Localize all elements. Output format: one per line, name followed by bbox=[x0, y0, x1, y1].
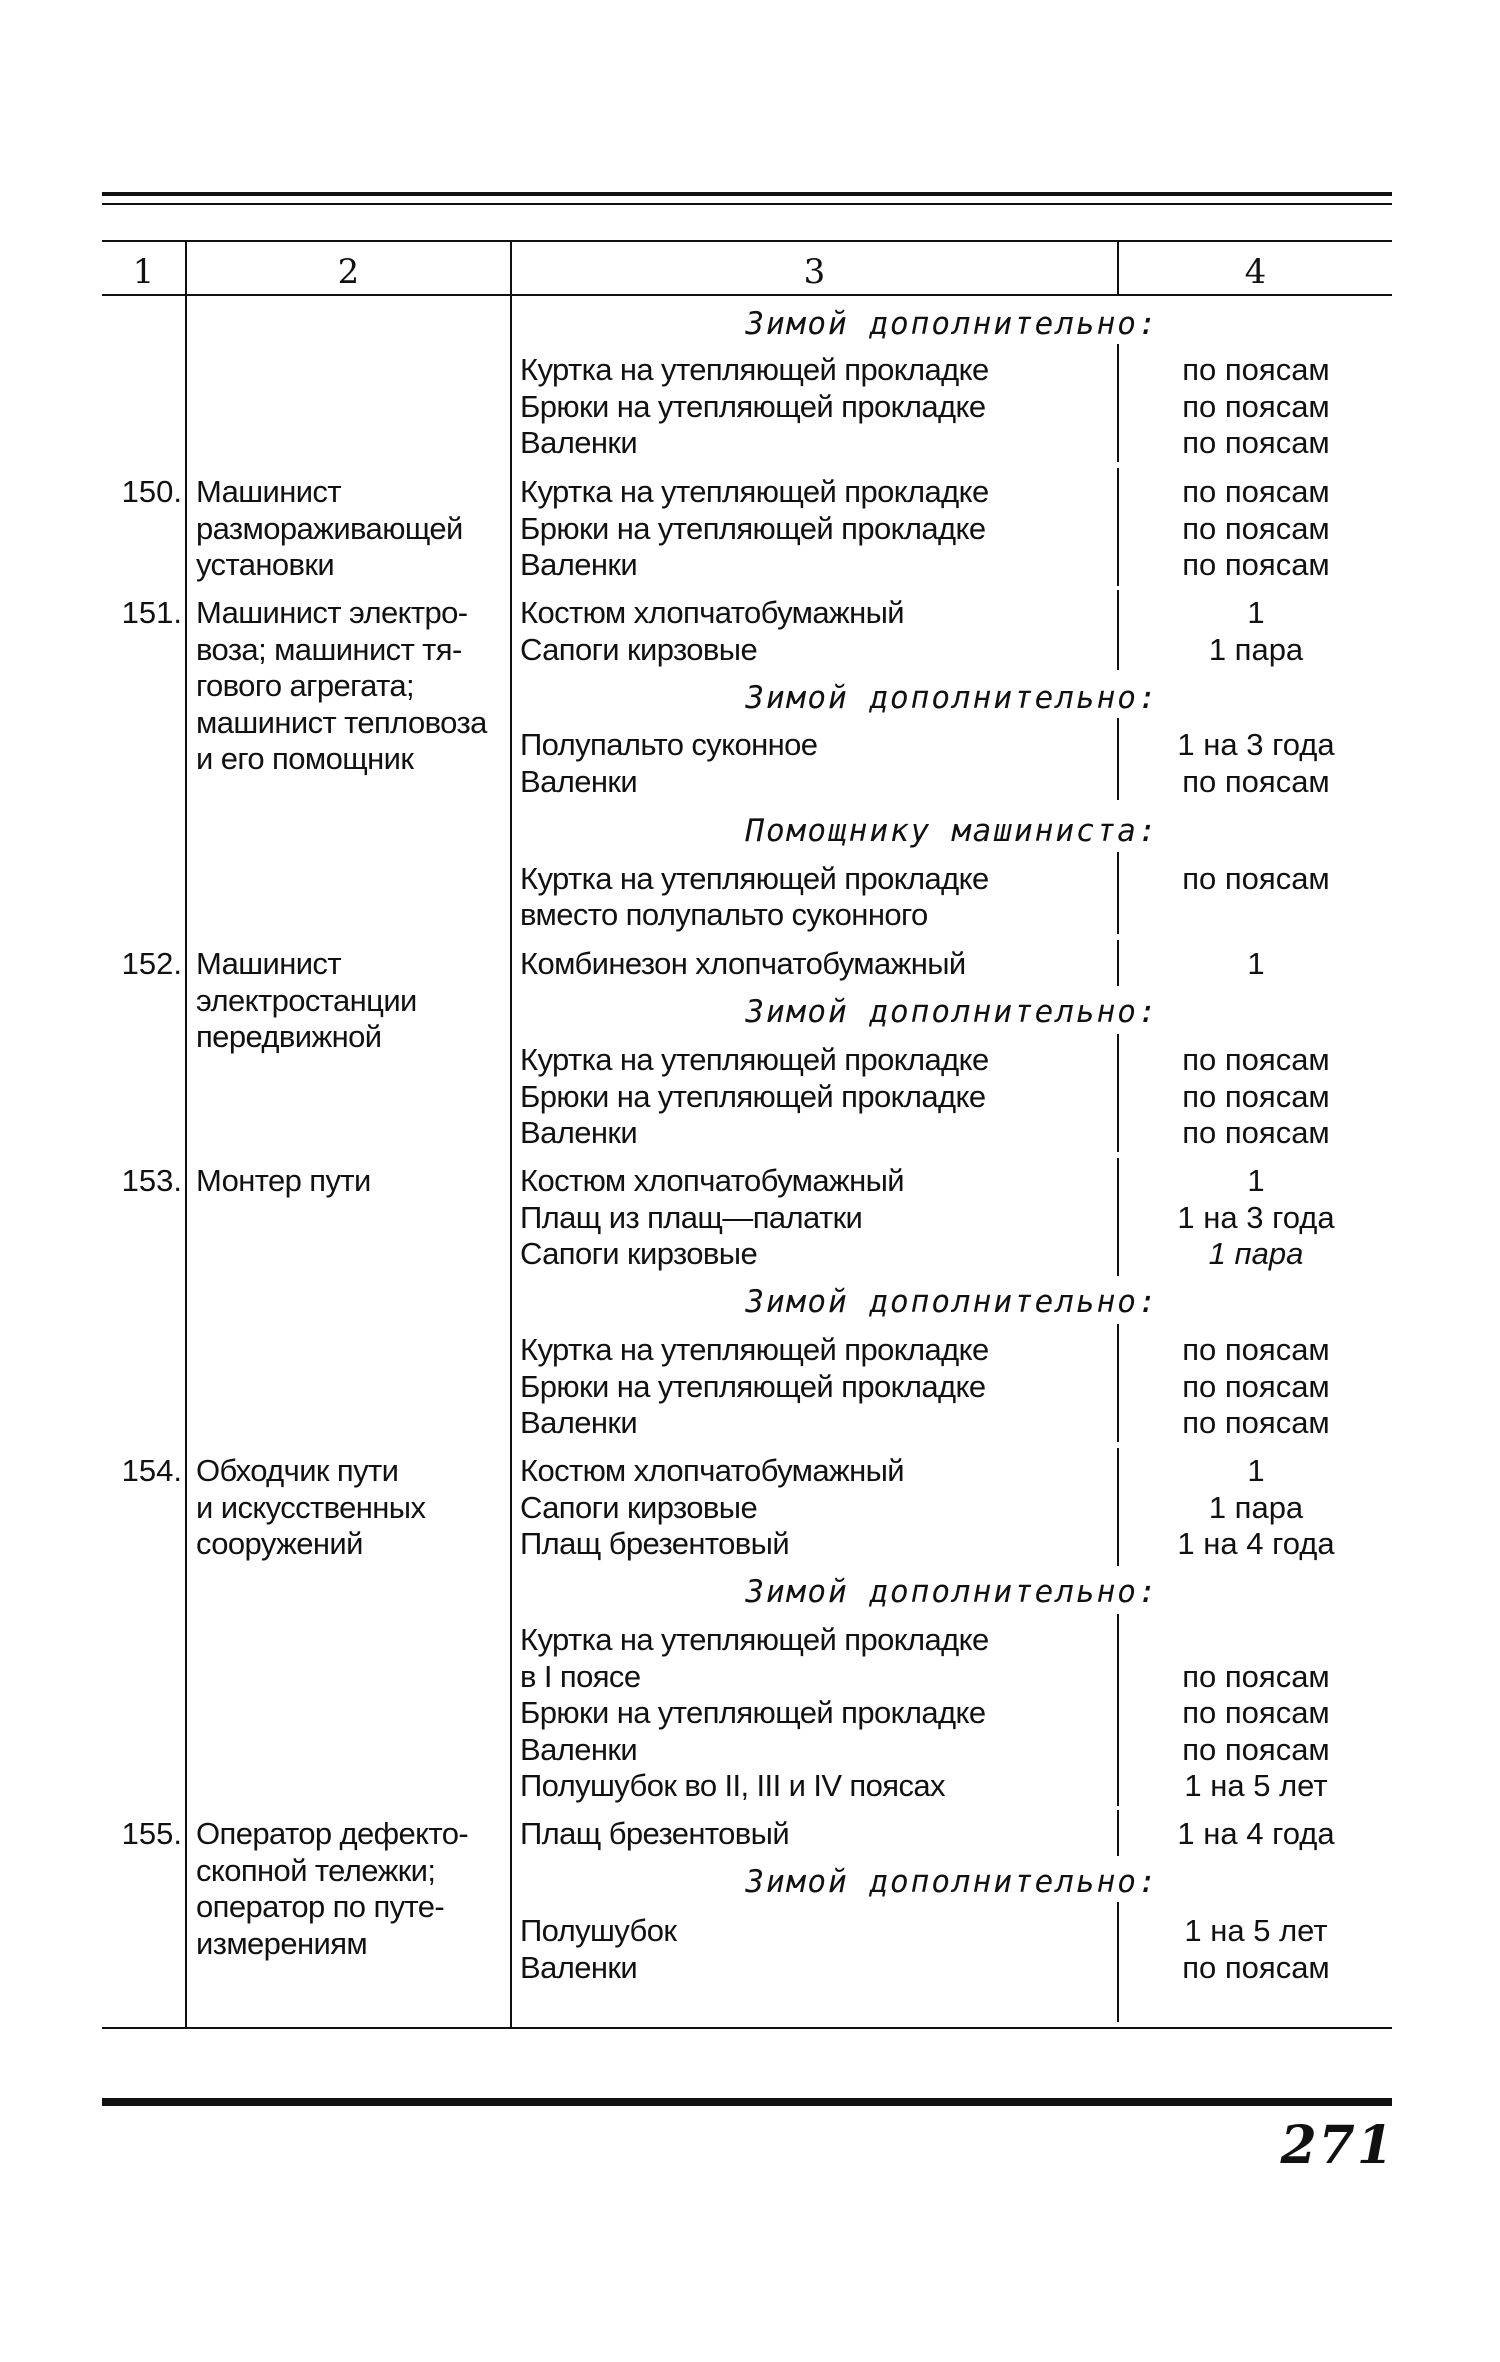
item-text: в I поясе bbox=[520, 1659, 641, 1694]
item-text: Костюм хлопчатобумажный bbox=[520, 595, 905, 630]
item-qty: по поясам bbox=[1182, 352, 1330, 387]
position-name: электростанции bbox=[196, 983, 417, 1018]
col-header-4: 4 bbox=[1244, 252, 1267, 292]
winter-note: Зимой дополнительно: bbox=[745, 1864, 1159, 1900]
item-text: Куртка на утепляющей прокладке bbox=[520, 861, 989, 896]
col-divider-3 bbox=[1117, 718, 1119, 800]
item-qty: 1 на 5 лет bbox=[1184, 1913, 1328, 1948]
item-text: Полупальто суконное bbox=[520, 727, 818, 762]
item-text: Брюки на утепляющей прокладке bbox=[520, 1079, 986, 1114]
col-divider-3 bbox=[1117, 1902, 1119, 2022]
top-rule-thick bbox=[102, 192, 1392, 196]
row-number: 155. bbox=[121, 1816, 182, 1851]
item-text: Сапоги кирзовые bbox=[520, 632, 758, 667]
position-name: Машинист электро- bbox=[196, 595, 468, 630]
row-number: 150. bbox=[121, 474, 182, 509]
item-text: Полушубок bbox=[520, 1913, 677, 1948]
item-text: Плащ из плащ—палатки bbox=[520, 1200, 863, 1235]
item-qty: 1 пара bbox=[1208, 632, 1304, 667]
item-qty: по поясам bbox=[1182, 1405, 1330, 1440]
item-qty: по поясам bbox=[1182, 1950, 1330, 1985]
col-header-3: 3 bbox=[803, 252, 826, 292]
item-qty: по поясам bbox=[1182, 389, 1330, 424]
col-divider-3 bbox=[1117, 1034, 1119, 1152]
item-text: Сапоги кирзовые bbox=[520, 1490, 758, 1525]
col-divider-3 bbox=[1117, 1614, 1119, 1806]
item-qty: по поясам bbox=[1182, 1042, 1330, 1077]
item-text: Куртка на утепляющей прокладке bbox=[520, 1042, 989, 1077]
position-name: воза; машинист тя- bbox=[196, 632, 462, 667]
col-divider-3 bbox=[1117, 1810, 1119, 1856]
assistant-note: Помощнику машиниста: bbox=[745, 813, 1159, 849]
item-qty: 1 пара bbox=[1208, 1490, 1304, 1525]
item-qty: 1 пара bbox=[1208, 1236, 1304, 1271]
position-name: оператор по путе- bbox=[196, 1889, 445, 1924]
col-divider-3 bbox=[1117, 344, 1119, 462]
item-text: вместо полупальто суконного bbox=[520, 897, 928, 932]
position-name: размораживающей bbox=[196, 511, 463, 546]
col-divider-3 bbox=[1117, 940, 1119, 986]
item-qty: по поясам bbox=[1182, 511, 1330, 546]
item-qty: по поясам bbox=[1182, 1079, 1330, 1114]
position-name: сооружений bbox=[196, 1526, 363, 1561]
item-qty: 1 bbox=[1247, 595, 1265, 630]
item-text: Брюки на утепляющей прокладке bbox=[520, 1695, 986, 1730]
position-name: измерениям bbox=[196, 1926, 368, 1961]
position-name: и искусственных bbox=[196, 1490, 426, 1525]
col-divider-3 bbox=[1117, 590, 1119, 670]
item-qty: 1 на 3 года bbox=[1177, 1200, 1335, 1235]
item-text: Костюм хлопчатобумажный bbox=[520, 1453, 905, 1488]
item-qty: 1 bbox=[1247, 1163, 1265, 1198]
item-qty: по поясам bbox=[1182, 1115, 1330, 1150]
col-divider-2 bbox=[510, 240, 512, 2029]
col-divider-3 bbox=[1117, 852, 1119, 934]
col-header-1: 1 bbox=[132, 252, 155, 292]
winter-note: Зимой дополнительно: bbox=[745, 306, 1159, 342]
item-text: Куртка на утепляющей прокладке bbox=[520, 1622, 989, 1657]
item-text: Валенки bbox=[520, 1732, 638, 1767]
item-qty: по поясам bbox=[1182, 425, 1330, 460]
item-text: Брюки на утепляющей прокладке bbox=[520, 389, 986, 424]
col-divider-3 bbox=[1117, 1158, 1119, 1276]
position-name: Оператор дефекто- bbox=[196, 1816, 469, 1851]
col-divider-3 bbox=[1117, 1448, 1119, 1566]
item-text: Валенки bbox=[520, 764, 638, 799]
item-text: Плащ брезентовый bbox=[520, 1526, 790, 1561]
table-bottom-rule bbox=[102, 2027, 1392, 2029]
item-text: Валенки bbox=[520, 1950, 638, 1985]
position-name: гового агрегата; bbox=[196, 668, 415, 703]
item-qty: 1 на 4 года bbox=[1177, 1526, 1335, 1561]
item-qty: 1 на 5 лет bbox=[1184, 1768, 1328, 1803]
item-text: Куртка на утепляющей прокладке bbox=[520, 1332, 989, 1367]
item-text: Сапоги кирзовые bbox=[520, 1236, 758, 1271]
row-number: 152. bbox=[121, 946, 182, 981]
top-rule-thin bbox=[102, 203, 1392, 205]
position-name: Монтер пути bbox=[196, 1163, 371, 1198]
item-qty: по поясам bbox=[1182, 1695, 1330, 1730]
item-text: Комбинезон хлопчатобумажный bbox=[520, 946, 966, 981]
header-bottom-rule bbox=[102, 294, 1392, 296]
item-qty: 1 на 4 года bbox=[1177, 1816, 1335, 1851]
item-qty: 1 на 3 года bbox=[1177, 727, 1335, 762]
item-qty: 1 bbox=[1247, 1453, 1265, 1488]
item-qty: по поясам bbox=[1182, 1369, 1330, 1404]
item-text: Валенки bbox=[520, 547, 638, 582]
item-qty: по поясам bbox=[1182, 1332, 1330, 1367]
item-text: Брюки на утепляющей прокладке bbox=[520, 511, 986, 546]
position-name: установки bbox=[196, 547, 335, 582]
position-name: Машинист bbox=[196, 474, 341, 509]
position-name: Машинист bbox=[196, 946, 341, 981]
col-divider-3 bbox=[1117, 1324, 1119, 1442]
position-name: скопной тележки; bbox=[196, 1853, 436, 1888]
row-number: 151. bbox=[121, 595, 182, 630]
winter-note: Зимой дополнительно: bbox=[745, 680, 1159, 716]
item-qty: по поясам bbox=[1182, 1659, 1330, 1694]
item-qty: по поясам bbox=[1182, 764, 1330, 799]
item-qty: по поясам bbox=[1182, 474, 1330, 509]
position-name: передвижной bbox=[196, 1019, 382, 1054]
row-number: 154. bbox=[121, 1453, 182, 1488]
item-qty: 1 bbox=[1247, 946, 1265, 981]
item-text: Полушубок во II, III и IV поясах bbox=[520, 1768, 945, 1803]
item-qty: по поясам bbox=[1182, 1732, 1330, 1767]
col-header-2: 2 bbox=[337, 252, 360, 292]
item-text: Валенки bbox=[520, 425, 638, 460]
position-name: машинист тепловоза bbox=[196, 705, 487, 740]
footer-rule bbox=[102, 2098, 1392, 2106]
row-number: 153. bbox=[121, 1163, 182, 1198]
item-text: Плащ брезентовый bbox=[520, 1816, 790, 1851]
item-text: Куртка на утепляющей прокладке bbox=[520, 474, 989, 509]
winter-note: Зимой дополнительно: bbox=[745, 1284, 1159, 1320]
item-qty: по поясам bbox=[1182, 547, 1330, 582]
position-name: и его помощник bbox=[196, 741, 414, 776]
col-divider-1 bbox=[185, 240, 187, 2029]
position-name: Обходчик пути bbox=[196, 1453, 399, 1488]
item-text: Куртка на утепляющей прокладке bbox=[520, 352, 989, 387]
item-qty: по поясам bbox=[1182, 861, 1330, 896]
winter-note: Зимой дополнительно: bbox=[745, 1574, 1159, 1610]
winter-note: Зимой дополнительно: bbox=[745, 994, 1159, 1030]
col-divider-3 bbox=[1117, 468, 1119, 586]
item-text: Валенки bbox=[520, 1115, 638, 1150]
page-number: 271 bbox=[1280, 2115, 1395, 2176]
item-text: Брюки на утепляющей прокладке bbox=[520, 1369, 986, 1404]
item-text: Костюм хлопчатобумажный bbox=[520, 1163, 905, 1198]
header-top-rule bbox=[102, 240, 1392, 242]
item-text: Валенки bbox=[520, 1405, 638, 1440]
